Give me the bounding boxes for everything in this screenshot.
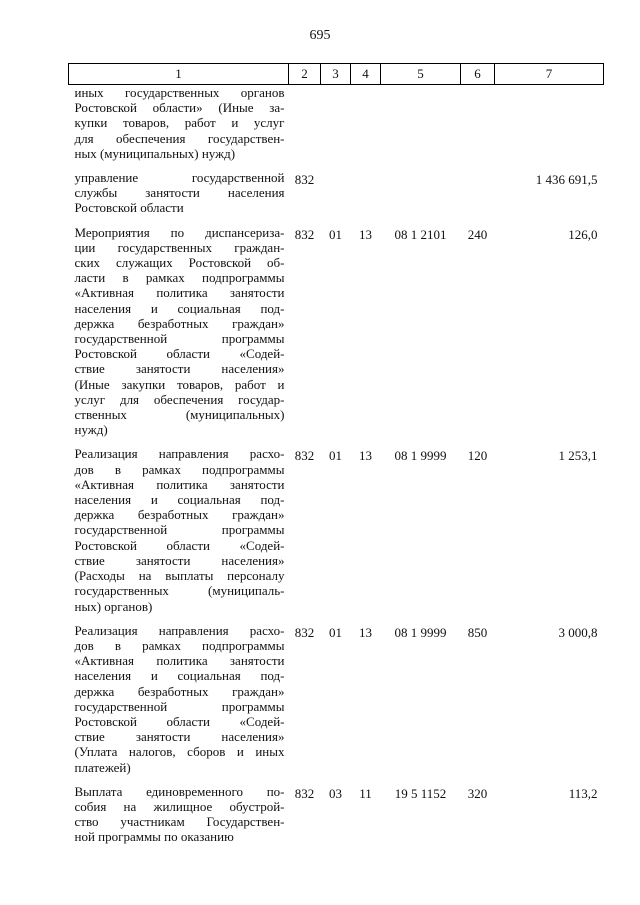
row-name-line: ство участникам Государствен- — [74, 814, 285, 830]
page-number: 695 — [309, 28, 331, 43]
header-col-6: 6 — [461, 64, 495, 85]
row-section-code — [321, 170, 351, 225]
row-name-line: услуг для обеспечения государ- — [74, 391, 285, 407]
row-name-line: Ростовской области» (Иные за- — [74, 100, 285, 116]
row-name-line: управление государственной — [74, 170, 285, 186]
row-target-article: 08 1 2101 — [394, 226, 447, 242]
row-name-line: государственных (муниципаль- — [74, 583, 285, 599]
row-target-article — [381, 85, 461, 171]
row-name-line: государственной программы — [74, 522, 285, 538]
header-col-4: 4 — [351, 64, 381, 85]
row-name-line: (Иные закупки товаров, работ и — [74, 376, 285, 392]
row-name-line: дов в рамках подпрограммы — [74, 461, 285, 477]
row-name-line: купки товаров, работ и услуг — [74, 115, 285, 131]
row-name-line: «Активная политика занятости — [74, 653, 285, 669]
row-name-line: службы занятости населения — [74, 185, 285, 201]
row-subsection-code: 13 — [359, 624, 372, 640]
row-name-line: Реализация направления расхо- — [74, 446, 285, 462]
row-subsection-code: 13 — [359, 226, 372, 242]
row-name-line: ствие занятости населения» — [74, 729, 285, 745]
row-target-article — [381, 170, 461, 225]
table-row — [69, 784, 604, 845]
row-expense-type: 850 — [467, 624, 488, 640]
row-name — [69, 225, 289, 447]
row-section-code: 01 — [329, 448, 342, 464]
row-name-line: дов в рамках подпрограммы — [74, 637, 285, 653]
row-admin-code: 832 — [294, 785, 315, 801]
row-name-line: Ростовской области — [74, 200, 184, 216]
header-col-7: 7 — [495, 64, 604, 85]
row-name-line: держка безработных граждан» — [74, 507, 285, 523]
row-name-line: иных государственных органов — [74, 85, 285, 100]
row-name-line: Реализация направления расхо- — [74, 622, 285, 638]
row-admin-code: 832 — [294, 448, 315, 464]
row-name-line: (Расходы на выплаты персоналу — [74, 568, 285, 584]
row-name — [69, 784, 289, 845]
row-subsection-code — [351, 170, 381, 225]
table-row — [69, 85, 604, 171]
row-name-line: ной программы по оказанию — [74, 829, 234, 845]
row-expense-type — [461, 170, 495, 225]
row-name-line: ских служащих Ростовской об- — [74, 255, 285, 271]
row-amount — [495, 85, 604, 171]
row-expense-type: 320 — [467, 785, 488, 801]
row-section-code: 01 — [329, 226, 342, 242]
row-target-article: 19 5 1152 — [394, 785, 447, 801]
row-name-line: держка безработных граждан» — [74, 683, 285, 699]
header-row — [69, 64, 604, 85]
row-target-article: 08 1 9999 — [394, 624, 447, 640]
table-row — [69, 170, 604, 225]
row-expense-type: 120 — [467, 448, 488, 464]
row-name-line: Выплата единовременного по- — [74, 783, 285, 799]
row-section-code: 03 — [329, 785, 342, 801]
row-amount: 126,0 — [568, 226, 598, 242]
row-target-article: 08 1 9999 — [394, 448, 447, 464]
row-subsection-code — [351, 85, 381, 171]
row-name — [69, 85, 289, 171]
row-section-code — [321, 85, 351, 171]
row-name-line: ласти в рамках подпрограммы — [74, 270, 285, 286]
row-name-line: населения и социальная под- — [74, 300, 285, 316]
row-name-line: нужд) — [74, 422, 108, 438]
row-section-code: 01 — [329, 624, 342, 640]
row-name-line: государственной программы — [74, 698, 285, 714]
row-name — [69, 170, 289, 225]
row-amount: 1 253,1 — [558, 448, 598, 464]
row-admin-code: 832 — [294, 226, 315, 242]
row-admin-code — [289, 85, 321, 171]
header-col-3: 3 — [321, 64, 351, 85]
row-name-line: ных) органов) — [74, 598, 153, 614]
row-subsection-code: 11 — [359, 785, 372, 801]
row-name-line: Ростовской области «Содей- — [74, 713, 285, 729]
row-name-line: государственной программы — [74, 331, 285, 347]
row-amount: 1 436 691,5 — [535, 172, 598, 188]
header-col-5: 5 — [381, 64, 461, 85]
row-amount: 3 000,8 — [558, 624, 598, 640]
table-row — [69, 446, 604, 622]
row-name-line: Ростовской области «Содей- — [74, 537, 285, 553]
row-name-line: ции государственных граждан- — [74, 239, 285, 255]
row-name-line: держка безработных граждан» — [74, 315, 285, 331]
row-amount: 113,2 — [568, 785, 598, 801]
row-name-line: Ростовской области «Содей- — [74, 346, 285, 362]
header-col-2: 2 — [289, 64, 321, 85]
row-name-line: «Активная политика занятости — [74, 476, 285, 492]
budget-table — [68, 63, 604, 845]
row-name-line: ствие занятости населения» — [74, 361, 285, 377]
row-expense-type: 240 — [467, 226, 488, 242]
table-row — [69, 225, 604, 447]
row-name-line: ствие занятости населения» — [74, 552, 285, 568]
row-name-line: населения и социальная под- — [74, 492, 285, 508]
row-name-line: ственных (муниципальных) — [74, 407, 285, 423]
row-name-line: «Активная политика занятости — [74, 285, 285, 301]
table-row — [69, 623, 604, 784]
row-name — [69, 623, 289, 784]
row-name-line: для обеспечения государствен- — [74, 130, 285, 146]
row-expense-type — [461, 85, 495, 171]
row-admin-code: 832 — [294, 172, 315, 188]
row-name-line: населения и социальная под- — [74, 668, 285, 684]
header-col-1: 1 — [69, 64, 289, 85]
row-name-line: (Уплата налогов, сборов и иных — [74, 744, 285, 760]
row-name-line: собия на жилищное обустрой- — [74, 798, 285, 814]
row-admin-code: 832 — [294, 624, 315, 640]
row-name-line: Мероприятия по диспансериза- — [74, 224, 285, 240]
row-name-line: ных (муниципальных) нужд) — [74, 145, 236, 161]
row-name-line: платежей) — [74, 759, 131, 775]
row-subsection-code: 13 — [359, 448, 372, 464]
row-name — [69, 446, 289, 622]
